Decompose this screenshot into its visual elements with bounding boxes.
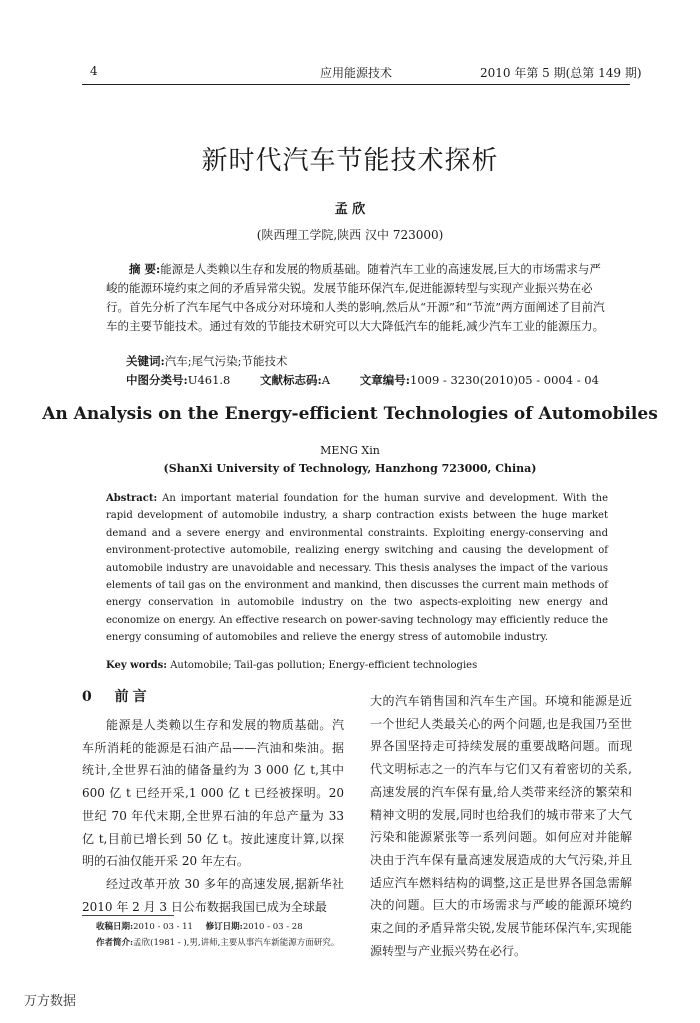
body-right-column: 大的汽车销售国和汽车生产国。环境和能源是近一个世纪人类最关心的两个问题,也是我国乃至世界各国坚持走可持续发展的重要战略问题。而现代文明标志之一的汽车与它们又有着密切的关系,高速发展的汽车保有量,给人类带来经济的繁荣和精神文明的发展,同时也给我们的城市带来了大气污染和能源紧张等一系列问题。如何应对并能解决由于汽车保有量高速发展造成的大气污染,并且适应汽车燃料结构的调整,这正是世界各国急需解决的问题。巨大的市场需求与严峻的能源环境约束之间的矛盾异常尖锐,发展节能环保汽车,实现能源转型与产业振兴势在必行。 (370, 694, 632, 958)
received-date: 2010 - 03 - 11 (133, 922, 193, 932)
header-rule (82, 84, 630, 85)
section-heading (82, 686, 151, 706)
revised-label: 修订日期: (205, 922, 243, 932)
keywords-en-label: Key words: (106, 660, 167, 671)
keywords-en-text: Automobile; Tail-gas pollution; Energy-efficient technologies (170, 660, 478, 671)
footnote-dates (96, 920, 346, 935)
section-title: 前言 (114, 689, 151, 705)
abstract-zh-text: 能源是人类赖以生存和发展的物质基础。随着汽车工业的高速发展,巨大的市场需求与严峻的能源环境约束之间的矛盾异常尖锐。发展节能环保汽车,促进能源转型与实现产业振兴势在必行。首先分析了汽车尾气中各成分对环境和人类的影响,然后从“开源”和“节流”两方面阐述了目前汽车的主要节能技术。通过有效的节能技术研究可以大大降低汽车的能耗,减少汽车工业的能源压力。 (106, 262, 605, 333)
title-en: An Analysis on the Energy-efficient Technologies of Automobiles (42, 404, 658, 424)
abstract-en (106, 490, 608, 647)
doc-code-label: 文献标志码: (260, 373, 322, 387)
classification-line (126, 372, 625, 388)
abstract-zh-label: 摘 要: (129, 262, 161, 276)
page-number: 4 (90, 64, 98, 78)
keywords-zh (126, 353, 288, 369)
author-zh: 孟 欣 (334, 202, 366, 217)
title-zh: 新时代汽车节能技术探析 (201, 146, 499, 176)
abstract-zh (106, 260, 610, 336)
body-left-column (82, 714, 344, 918)
clc-value: U461.8 (187, 373, 231, 387)
bio-label: 作者简介: (96, 938, 134, 948)
journal-name: 应用能源技术 (320, 66, 393, 80)
abstract-en-text: An important material foundation for the human survive and development. With the rapid development of automobile industry, a sharp contraction exists between the huge market demand and a severe energy and environmental constraints. Exploiting energy-conserving and environment-protective automobile, realizing energy switching and causing the development of automobile industry are unavoidable and necessary. This thesis analyses the impact of the various elements of tail gas on the environment and mankind, then discusses the current main methods of energy conservation in automobile industry on the two aspects-exploiting new energy and economize on energy. An effective research on power-saving technology may efficiently reduce the energy consuming of automobiles and relieve the energy stress of automobile industry. (106, 493, 608, 644)
issue-info: 2010 年第 5 期(总第 149 期) (480, 66, 642, 80)
affiliation-en: (ShanXi University of Technology, Hanzhong 723000, China) (163, 462, 537, 475)
affiliation-zh: (陕西理工学院,陕西 汉中 723000) (256, 228, 444, 242)
doc-code-value: A (321, 373, 331, 387)
article-number-value: 1009 - 3230(2010)05 - 0004 - 04 (410, 373, 599, 387)
clc-label: 中图分类号: (126, 373, 188, 387)
keywords-zh-text: 汽车;尾气污染;节能技术 (164, 354, 288, 368)
received-label: 收稿日期: (96, 922, 134, 932)
keywords-en (106, 657, 608, 674)
section-number: 0 (82, 689, 92, 705)
bio-text: 孟欣(1981 - ),男,讲师,主要从事汽车新能源方面研究。 (133, 938, 340, 948)
author-en: MENG Xin (320, 444, 380, 457)
abstract-en-label: Abstract: (106, 493, 158, 504)
keywords-zh-label: 关键词: (126, 354, 165, 368)
revised-date: 2010 - 03 - 28 (242, 922, 303, 932)
footnote-bio (96, 936, 346, 951)
article-number-label: 文章编号: (359, 373, 410, 387)
body-paragraph-2: 经过改革开放 30 多年的高速发展,据新华社 2010 年 2 月 3 日公布数据我国已成为全球最 (82, 876, 344, 914)
footnote-rule (82, 915, 174, 916)
watermark: 万方数据 (24, 994, 77, 1009)
body-paragraph-1: 能源是人类赖以生存和发展的物质基础。汽车所消耗的能源是石油产品——汽油和柴油。据统计,全世界石油的储备量约为 3 000 亿 t,其中 600 亿 t 已经开采,1 000 亿 t 已经被探明。20 世纪 70 年代末期,全世界石油的年总产量为 33 亿 t,目前已增长到 50 亿 t。按此速度计算,以探明的石油仅能开采 20 年左右。 (82, 718, 344, 869)
